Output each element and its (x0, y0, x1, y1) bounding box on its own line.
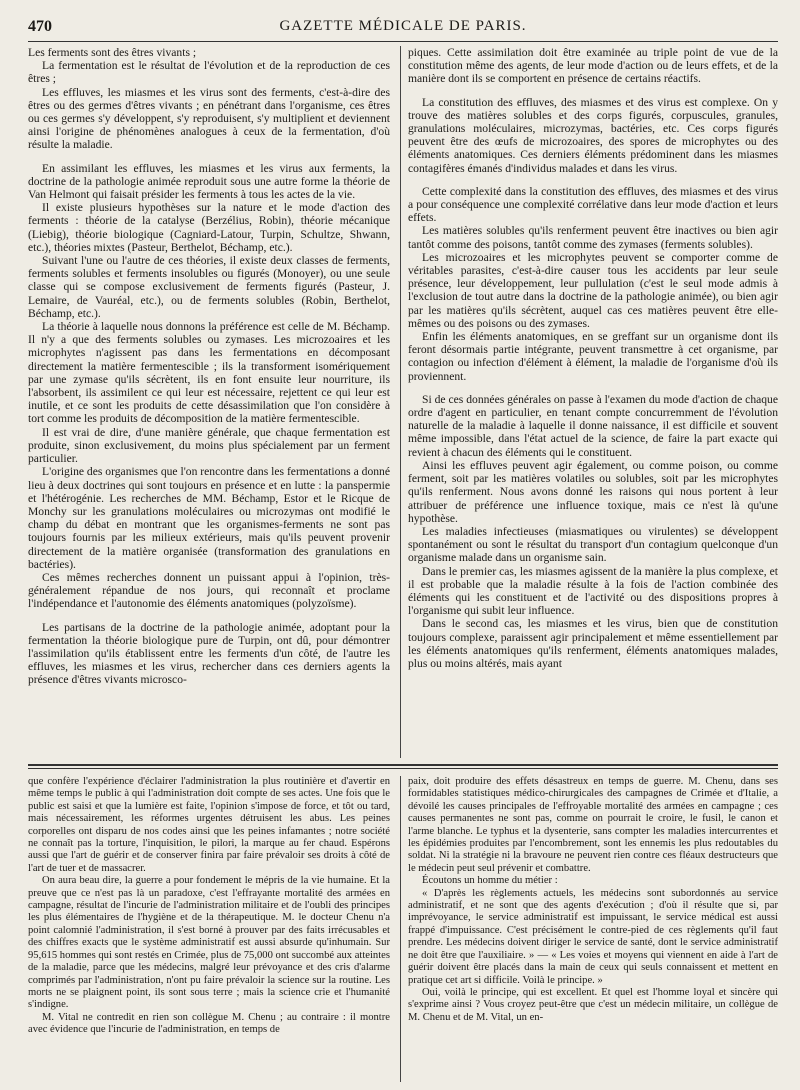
paragraph: La fermentation est le résultat de l'évolution et de la reproduction de ces êtres ; (28, 59, 390, 86)
paragraph: Les matières solubles qu'ils renferment peuvent être inactives ou bien agir tantôt comme des poisons, tantôt comme des zymases (ferments solubles). (408, 224, 778, 251)
column-rule-upper (400, 46, 401, 758)
lower-right-column (408, 776, 778, 1086)
paragraph: On aura beau dire, la guerre a pour fondement le mépris de la vie humaine. Et la preuve que ce n'est pas là un paradoxe, c'est l'effrayante mortalité des armées en campagne, résultat de l'incurie de l'administration militaire et de l'oubli des principes les plus élémentaires de l'hygiène et de la thérapeutique. M. le docteur Chenu n'a point calomnié l'administration, il s'est borné à prouver par des faits irrécusables et des chiffres exacts que le système administratif est aussi absurde qu'inhumain. Sur 95,615 hommes qui sont restés en Crimée, plus de 75,000 ont succombé aux atteintes de la maladie, parce que les médecins, malgré leur prévoyance et des cris d'alarme comprimés par l'administration, n'ont pu faire prévaloir la science sur la routine. Les morts ne se plaignent point, ils sont sous terre ; mais la science crie et l'humanité s'indigne. (28, 875, 390, 1011)
paragraph: Il est vrai de dire, d'une manière générale, que chaque fermentation est produite, sinon exclusivement, du moins plus spécialement par un ferment particulier. (28, 425, 390, 466)
paragraph: Les partisans de la doctrine de la pathologie animée, adoptant pour la fermentation la théorie biologique pure de Turpin, ont dû, pour démontrer l'assimilation qu'ils établissent entre les ferments d'un côté, de l'autre les effluves, les miasmes et les virus, rechercher dans ces derniers agents la présence d'êtres vivants microsco- (28, 620, 390, 687)
paragraph: Enfin les éléments anatomiques, en se greffant sur un organisme dont ils feront désormais partie intégrante, peuvent transmettre à cet organisme, par contagion ou infection d'élément à élément, la maladie de l'organisme d'où ils proviennent. (408, 330, 778, 383)
paragraph: Écoutons un homme du métier : (422, 875, 558, 887)
upper-left-column (28, 46, 390, 760)
paragraph: M. Vital ne contredit en rien son collègue M. Chenu ; au contraire : il montre avec évidence que l'incurie de l'administration, en temps de (28, 1011, 390, 1036)
paragraph: « D'après les règlements actuels, les médecins sont subordonnés au service administratif, et ne sont que des agents d'exécution ; d'où il résulte que si, par imprévoyance, le service administratif est impuissant, le service médical est aussi frappé d'impuissance. C'est précisément le contre-pied de ces règlements qu'il faut prendre. Les médecins doivent diriger le service de santé, dont le service administratif ne doit être que l'auxiliaire. » — « Les voies et moyens qui viennent en aide à l'art de guérir doivent être placés dans la main de ceux qui seuls connaissent et mettent en pratique cet art si difficile. Voilà le principe. » (408, 887, 778, 986)
journal-title: GAZETTE MÉDICALE DE PARIS. (279, 18, 527, 34)
paragraph: paix, doit produire des effets désastreux en temps de guerre. M. Chenu, dans ses formidables statistiques médico-chirurgicales des campagnes de Crimée et d'Italie, a dévoilé les causes principales de l'effroyable mortalité des armées en campagne ; ces causes permanentes ne sont pas, comme on pourrait le croire, le fusil, le canon et l'arme blanche. Le typhus et la dysenterie, sans compter les maladies intercurrentes et les épidémies produites par l'encombrement, sont les ennemis les plus redoutables du soldat. Ni la stratégie ni la bravoure ne peuvent rien contre ces fléaux destructeurs que le médecin peut seul prévenir et combattre. (408, 776, 778, 874)
page-header (28, 18, 778, 40)
lower-left-column (28, 776, 390, 1086)
paragraph: Dans le second cas, les miasmes et les virus, bien que de constitution toujours complexe, paraissent agir principalement et même essentiellement par les éléments anatomiques qu'ils renferment, éléments anatomiques malades, plus ou moins altérés, mais ayant (408, 617, 778, 670)
paragraph: Suivant l'une ou l'autre de ces théories, il existe deux classes de ferments, ferments solubles et ferments insolubles ou figurés (Monoyer), ou une seule classe qui se compose exclusivement de ferments figurés (Pasteur, J. Lemaire, de Vauréal, etc.), ou de ferments solubles (Robin, Berthelot, Béchamp, etc.). (28, 254, 390, 320)
paragraph: Cette complexité dans la constitution des effluves, des miasmes et des virus a pour conséquence une complexité corrélative dans leur mode d'action et leurs effets. (408, 184, 778, 225)
paragraph: piques. Cette assimilation doit être examinée au triple point de vue de la constitution même des agents, de leur mode d'action ou de leurs effets, et de la manière dont ils se comportent en présence de certains réactifs. (408, 46, 778, 86)
paragraph: Ainsi les effluves peuvent agir également, ou comme poison, ou comme ferment, soit par les matières volatiles ou solubles, soit par les microphytes qu'ils renferment. Nous avons donné les raisons qui nous portent à leur attribuer de préférence une influence toxique, mais ce n'est là qu'une hypothèse. (408, 458, 778, 525)
paragraph: Les maladies infectieuses (miasmatiques ou virulentes) se développent spontanément ou sont le résultat du transport d'un contagium quelconque d'un organisme malade dans un organisme sain. (408, 524, 778, 565)
paragraph: L'origine des organismes que l'on rencontre dans les fermentations a donné lieu à deux doctrines qui sont toujours en présence et en lutte : la panspermie et l'hétérogénie. Les recherches de MM. Béchamp, Estor et le Ricque de Monchy sur les granulations moléculaires ou microzymas ont modifié le champ du débat en montrant que les organismes-ferments ne sont pas toujours fournis par les milieux extérieurs, mais qu'ils peuvent provenir directement de la matière organisée (transformation des granulations en bactéries). (28, 465, 390, 571)
column-rule-lower (400, 776, 401, 1082)
page-number: 470 (28, 18, 52, 35)
paragraph: En assimilant les effluves, les miasmes et les virus aux ferments, la doctrine de la pathologie animée reproduit sous une autre forme la théorie de Van Helmont qui faisait présider les ferments à tous les actes de la vie. (28, 161, 390, 202)
paragraph: La constitution des effluves, des miasmes et des virus est complexe. On y trouve des matières solubles et des corps figurés, corpuscules, granules, granulations moléculaires, microzymas, bactéries, etc. Ces corps figurés peuvent être des œufs de microzoaires, des spores de microphytes ou des éléments anatomiques. Ces derniers éléments prédominent dans les miasmes contagifères émanés d'individus malades et dans les virus. (408, 95, 778, 175)
paragraph: Les ferments sont des êtres vivants ; (28, 46, 197, 59)
paragraph: Ces mêmes recherches donnent un puissant appui à l'opinion, très-généralement répandue de nos jours, qui reconnaît et proclame l'indépendance et l'autonomie des éléments anatomiques (polyzoïsme). (28, 570, 390, 611)
paragraph: Les effluves, les miasmes et les virus sont des ferments, c'est-à-dire des êtres ou des germes d'êtres vivants ; en pénétrant dans l'organisme, ces êtres ou ces germes s'y développent, s'y reproduisent, s'y multiplient et deviennent ainsi l'origine de phénomènes analogues à ceux de la fermentation, d'où résulte la maladie. (28, 85, 390, 152)
section-divider (28, 764, 778, 766)
paragraph: La théorie à laquelle nous donnons la préférence est celle de M. Béchamp. Il n'y a que des ferments solubles ou zymases. Les microzoaires et les microphytes n'agissent pas dans les fermentations en décomposant directement la matière fermentescible ; ils la transforment isomériquement par une zymase qu'ils sécrètent, ils en font ensuite leur nourriture, ils l'absorbent, ils assimilent ce qui leur est nécessaire, rejettent ce qui leur est inutile, et ce sont les produits de cette désassimilation que l'on considère à tort comme les produits de décomposition de la matière fermentescible. (28, 320, 390, 426)
paragraph: Oui, voilà le principe, qui est excellent. Et quel est l'homme loyal et sincère qui s'exprime ainsi ? Vous croyez peut-être que c'est un médecin militaire, un collègue de M. Chenu et de M. Vital, un en- (408, 986, 778, 1023)
header-rule (28, 41, 778, 42)
paragraph: Si de ces données générales on passe à l'examen du mode d'action de chaque ordre d'agent en particulier, en tenant compte concurremment de l'évolution naturelle de la maladie à laquelle il donne naissance, il est difficile et souvent même impossible, dans l'état actuel de la science, de faire la part exacte qui revient à chacun des éléments qui le constituent. (408, 392, 778, 459)
paragraph: que confère l'expérience d'éclairer l'administration la plus routinière et d'avertir en même temps le public à qui l'administration doit compte de ses actes. Une fois que le public est saisi et que la lumière est faite, l'opinion s'impose de force, et tôt ou tard, mais nécessairement, les réformes urgentes détruisent les abus. Les peines corporelles ont disparu de nos codes ainsi que les peines infamantes ; notre société ne connaît pas la torture, l'inquisition, le pilori, la marque au fer chaud. Espérons aussi que l'art de guérir et de conserver finira par faire prévaloir ses droits à côté de l'art de tuer et de massacrer. (28, 776, 390, 874)
upper-right-column (408, 46, 778, 760)
paragraph: Les microzoaires et les microphytes peuvent se comporter comme de véritables parasites, c'est-à-dire causer tous les accidents par leur seule présence, leur développement, leur pullulation (c'est le seul mode admis à l'exclusion de tout autre dans la doctrine de la pathologie animée), ou bien agir par les matières qu'ils sécrètent, auquel cas ces matières peuvent être elle-mêmes ou des poisons ou des zymases. (408, 250, 778, 330)
paragraph: Il existe plusieurs hypothèses sur la nature et le mode d'action des ferments : théorie de la catalyse (Berzélius, Robin), théorie mécanique (Liebig), théorie biologique (Cagniard-Latour, Turpin, Schultze, Shwann, etc.), théories mixtes (Pasteur, Berthelot, Béchamp, etc.). (28, 201, 390, 254)
section-divider-thin (28, 768, 778, 769)
paragraph: Dans le premier cas, les miasmes agissent de la manière la plus complexe, et il est probable que la maladie résulte à la fois de l'action combinée des éléments qui les constituent et de l'activité ou des dispositions propres à l'organisme qui subit leur influence. (408, 564, 778, 618)
